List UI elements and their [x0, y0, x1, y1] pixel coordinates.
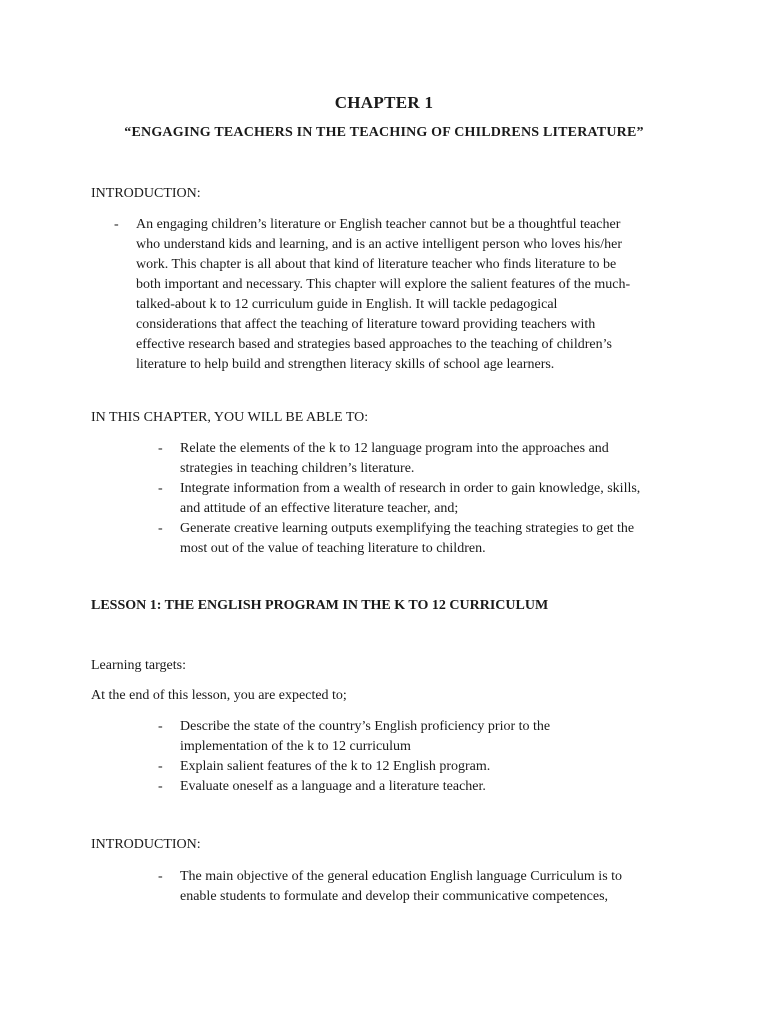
text-line: talked-about k to 12 curriculum guide in English. It will tackle pedagogical: [136, 297, 558, 312]
text-line: both important and necessary. This chapter will explore the salient features of the much-: [136, 277, 631, 292]
bullet-text: [180, 717, 688, 757]
bullet-dash: -: [158, 759, 163, 774]
bullet-dash: -: [114, 217, 119, 232]
learning-targets-label: Learning targets:: [91, 658, 186, 673]
text-line: Describe the state of the country’s English proficiency prior to the: [180, 719, 551, 734]
text-line: enable students to formulate and develop their communicative competences,: [180, 889, 609, 904]
bullet-dash: -: [158, 441, 163, 456]
list-item: [158, 867, 688, 907]
bullet-text: [180, 757, 688, 777]
bullet-text: [180, 439, 688, 479]
list-item: [158, 757, 688, 777]
chapter-subtitle: “ENGAGING TEACHERS IN THE TEACHING OF CHILDRENS LITERATURE”: [124, 125, 644, 140]
text-line: effective research based and strategies based approaches to the teaching of children’s: [136, 337, 612, 352]
chapter-title: CHAPTER 1: [334, 93, 434, 112]
list-item: [158, 479, 688, 519]
list-item: [114, 215, 674, 375]
text-line: The main objective of the general education English language Curriculum is to: [180, 869, 623, 884]
text-line: who understand kids and learning, and is an active intelligent person who loves his/her: [136, 237, 623, 252]
list-item: [158, 439, 688, 479]
text-line: Generate creative learning outputs exemplifying the teaching strategies to get the: [180, 521, 635, 536]
bullet-text: [180, 867, 688, 907]
list-item: [158, 519, 688, 559]
expected-label: At the end of this lesson, you are expected to;: [91, 688, 347, 703]
bullet-text: [180, 777, 688, 797]
introduction-heading-2: INTRODUCTION:: [91, 837, 201, 852]
bullet-text: [180, 479, 688, 519]
text-line: Explain salient features of the k to 12 English program.: [180, 759, 491, 774]
text-line: and attitude of an effective literature teacher, and;: [180, 501, 459, 516]
bullet-dash: -: [158, 779, 163, 794]
introduction-list-2: [158, 867, 688, 907]
bullet-text: [180, 519, 688, 559]
list-item: [158, 777, 688, 797]
text-line: Relate the elements of the k to 12 language program into the approaches and: [180, 441, 609, 456]
text-line: Evaluate oneself as a language and a literature teacher.: [180, 779, 486, 794]
bullet-dash: -: [158, 521, 163, 536]
text-line: implementation of the k to 12 curriculum: [180, 739, 411, 754]
chapter-goals-heading: IN THIS CHAPTER, YOU WILL BE ABLE TO:: [91, 410, 369, 425]
text-line: strategies in teaching children’s literature.: [180, 461, 415, 476]
text-line: work. This chapter is all about that kind of literature teacher who finds literature to be: [136, 257, 617, 272]
bullet-text: [136, 215, 674, 375]
chapter-goals-list: [158, 439, 688, 559]
bullet-dash: -: [158, 481, 163, 496]
introduction-list: [114, 215, 674, 375]
bullet-dash: -: [158, 719, 163, 734]
text-line: Integrate information from a wealth of research in order to gain knowledge, skills,: [180, 481, 641, 496]
learning-targets-list: [158, 717, 688, 797]
lesson-heading: LESSON 1: THE ENGLISH PROGRAM IN THE K TO 12 CURRICULUM: [91, 598, 549, 613]
introduction-heading: INTRODUCTION:: [91, 186, 201, 201]
bullet-dash: -: [158, 869, 163, 884]
text-line: An engaging children’s literature or English teacher cannot but be a thoughtful teacher: [136, 217, 621, 232]
text-line: literature to help build and strengthen literacy skills of school age learners.: [136, 357, 555, 372]
text-line: most out of the value of teaching literature to children.: [180, 541, 486, 556]
text-line: considerations that affect the teaching of literature toward providing teachers with: [136, 317, 596, 332]
list-item: [158, 717, 688, 757]
